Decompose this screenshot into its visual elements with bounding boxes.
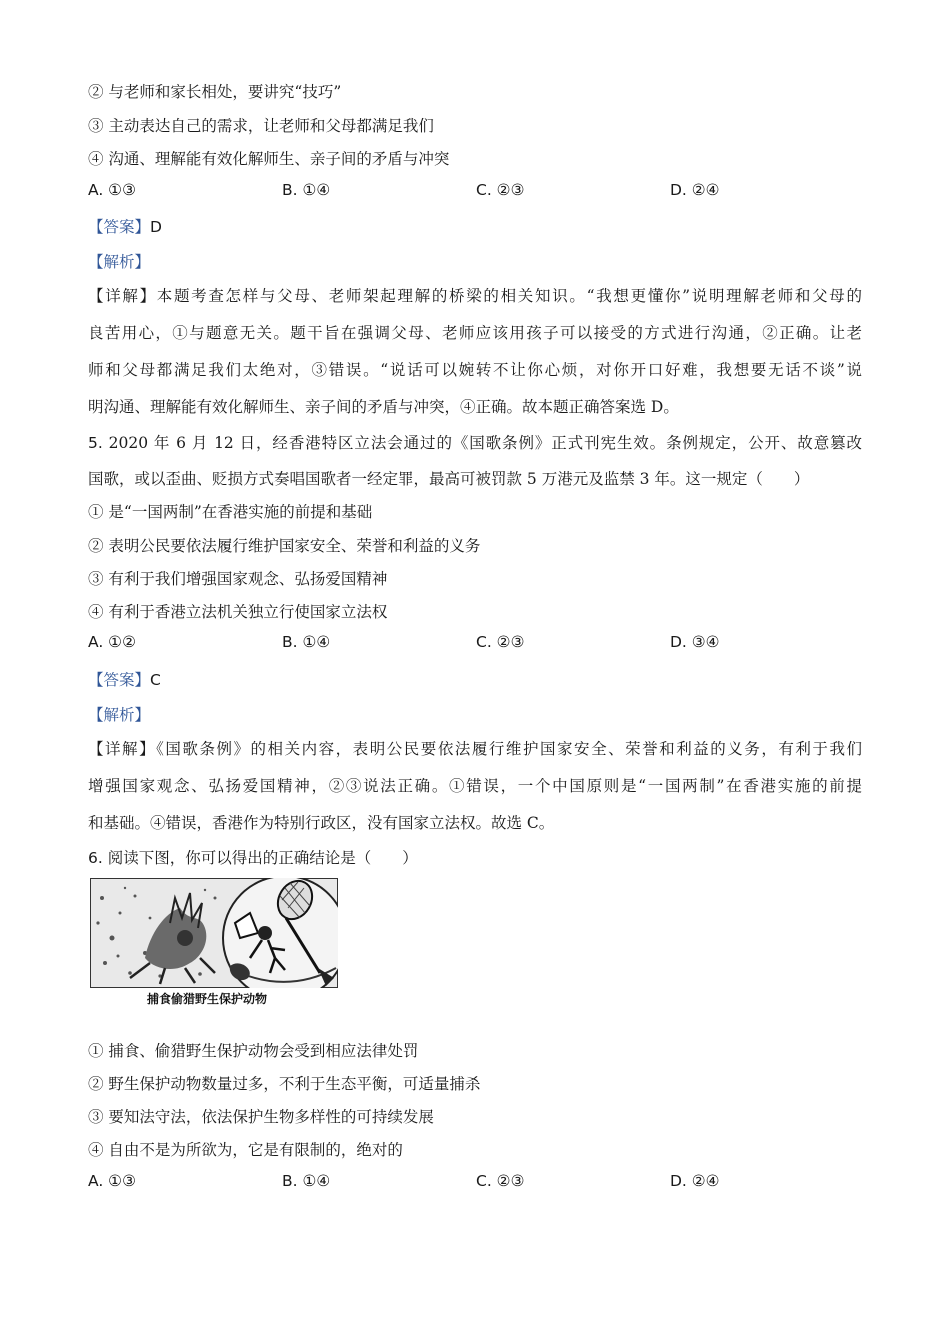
answer-value: C bbox=[150, 671, 161, 689]
q5-statement-3: ③ 有利于我们增强国家观念、弘扬爱国精神 bbox=[88, 570, 388, 588]
q5-option-d: D. ③④ bbox=[670, 633, 720, 651]
q4-statement-4: ④ 沟通、理解能有效化解师生、亲子间的矛盾与冲突 bbox=[88, 150, 450, 168]
poaching-cartoon-image bbox=[90, 878, 338, 1006]
q4-detail-line-3: 师和父母都满足我们太绝对，③错误。“说话可以婉转不让你心烦，对你开口好难，我想要无话不谈”说 bbox=[88, 361, 862, 379]
q4-option-a: A. ①③ bbox=[88, 181, 136, 199]
q5-statement-4: ④ 有利于香港立法机关独立行使国家立法权 bbox=[88, 603, 388, 621]
q6-statement-1: ① 捕食、偷猎野生保护动物会受到相应法律处罚 bbox=[88, 1042, 419, 1060]
q6-statement-2: ② 野生保护动物数量过多，不利于生态平衡，可适量捕杀 bbox=[88, 1075, 481, 1093]
q4-detail-line-4: 明沟通、理解能有效化解师生、亲子间的矛盾与冲突，④正确。故本题正确答案选 D。 bbox=[88, 398, 679, 416]
q4-option-b: B. ①④ bbox=[282, 181, 331, 199]
cartoon-caption: 捕食偷猎野生保护动物 bbox=[147, 992, 268, 1006]
q5-detail-line-2: 增强国家观念、弘扬爱国精神，②③说法正确。①错误，一个中国原则是“一国两制”在香港实施的前提 bbox=[88, 777, 862, 795]
q5-detail-line-3: 和基础。④错误，香港作为特别行政区，没有国家立法权。故选 C。 bbox=[88, 814, 555, 832]
q6-option-d: D. ②④ bbox=[670, 1172, 720, 1190]
q4-analysis-label: 【解析】 bbox=[88, 253, 151, 271]
q5-statement-2: ② 表明公民要依法履行维护国家安全、荣誉和利益的义务 bbox=[88, 537, 481, 555]
q5-statement-1: ① 是“一国两制”在香港实施的前提和基础 bbox=[88, 503, 373, 521]
q4-detail-line-1 bbox=[88, 284, 862, 306]
q6-question bbox=[88, 846, 418, 868]
q6-option-c: C. ②③ bbox=[476, 1172, 525, 1190]
q6-option-b: B. ①④ bbox=[282, 1172, 331, 1190]
q5-answer bbox=[88, 668, 161, 690]
q6-question-text: 阅读下图，你可以得出的正确结论是（ ） bbox=[107, 849, 418, 867]
q5-question-line-2: 国歌，或以歪曲、贬损方式奏唱国歌者一经定罪，最高可被罚款 5 万港元及监禁 3 年。这一规定（ ） bbox=[88, 470, 810, 488]
q6-statement-3: ③ 要知法守法，依法保护生物多样性的可持续发展 bbox=[88, 1108, 434, 1126]
answer-label: 【答案】 bbox=[88, 671, 151, 689]
q4-option-d: D. ②④ bbox=[670, 181, 720, 199]
detail-label: 【详解】 bbox=[88, 287, 157, 305]
q5-option-a: A. ①② bbox=[88, 633, 136, 651]
q5-option-c: C. ②③ bbox=[476, 633, 525, 651]
q4-statement-3: ③ 主动表达自己的需求，让老师和父母都满足我们 bbox=[88, 117, 434, 135]
detail-label: 【详解】 bbox=[88, 740, 157, 758]
q4-statement-2: ② 与老师和家长相处，要讲究“技巧” bbox=[88, 83, 342, 101]
detail-text: 《国歌条例》的相关内容，表明公民要依法履行维护国家安全、荣誉和利益的义务，有利于我们 bbox=[156, 740, 862, 758]
q4-answer bbox=[88, 215, 162, 237]
q5-question-line-1 bbox=[88, 431, 862, 453]
q5-question-text: 2020 年 6 月 12 日，经香港特区立法会通过的《国歌条例》正式刊宪生效。条例规定，公开、故意篡改 bbox=[108, 434, 863, 452]
q6-number: 6. bbox=[88, 849, 103, 867]
q6-option-a: A. ①③ bbox=[88, 1172, 136, 1190]
q4-detail-line-2: 良苦用心，①与题意无关。题干旨在强调父母、老师应该用孩子可以接受的方式进行沟通，②正确。让老 bbox=[88, 324, 862, 342]
detail-text: 本题考查怎样与父母、老师架起理解的桥梁的相关知识。“我想更懂你”说明理解老师和父母的 bbox=[156, 287, 862, 305]
q5-analysis-label: 【解析】 bbox=[88, 706, 151, 724]
cartoon-illustration bbox=[90, 878, 338, 988]
q6-statement-4: ④ 自由不是为所欲为，它是有限制的，绝对的 bbox=[88, 1141, 403, 1159]
q5-number: 5. bbox=[88, 434, 103, 452]
answer-value: D bbox=[150, 218, 162, 236]
answer-label: 【答案】 bbox=[88, 218, 151, 236]
q4-option-c: C. ②③ bbox=[476, 181, 525, 199]
q5-option-b: B. ①④ bbox=[282, 633, 331, 651]
q5-detail-line-1 bbox=[88, 737, 862, 759]
